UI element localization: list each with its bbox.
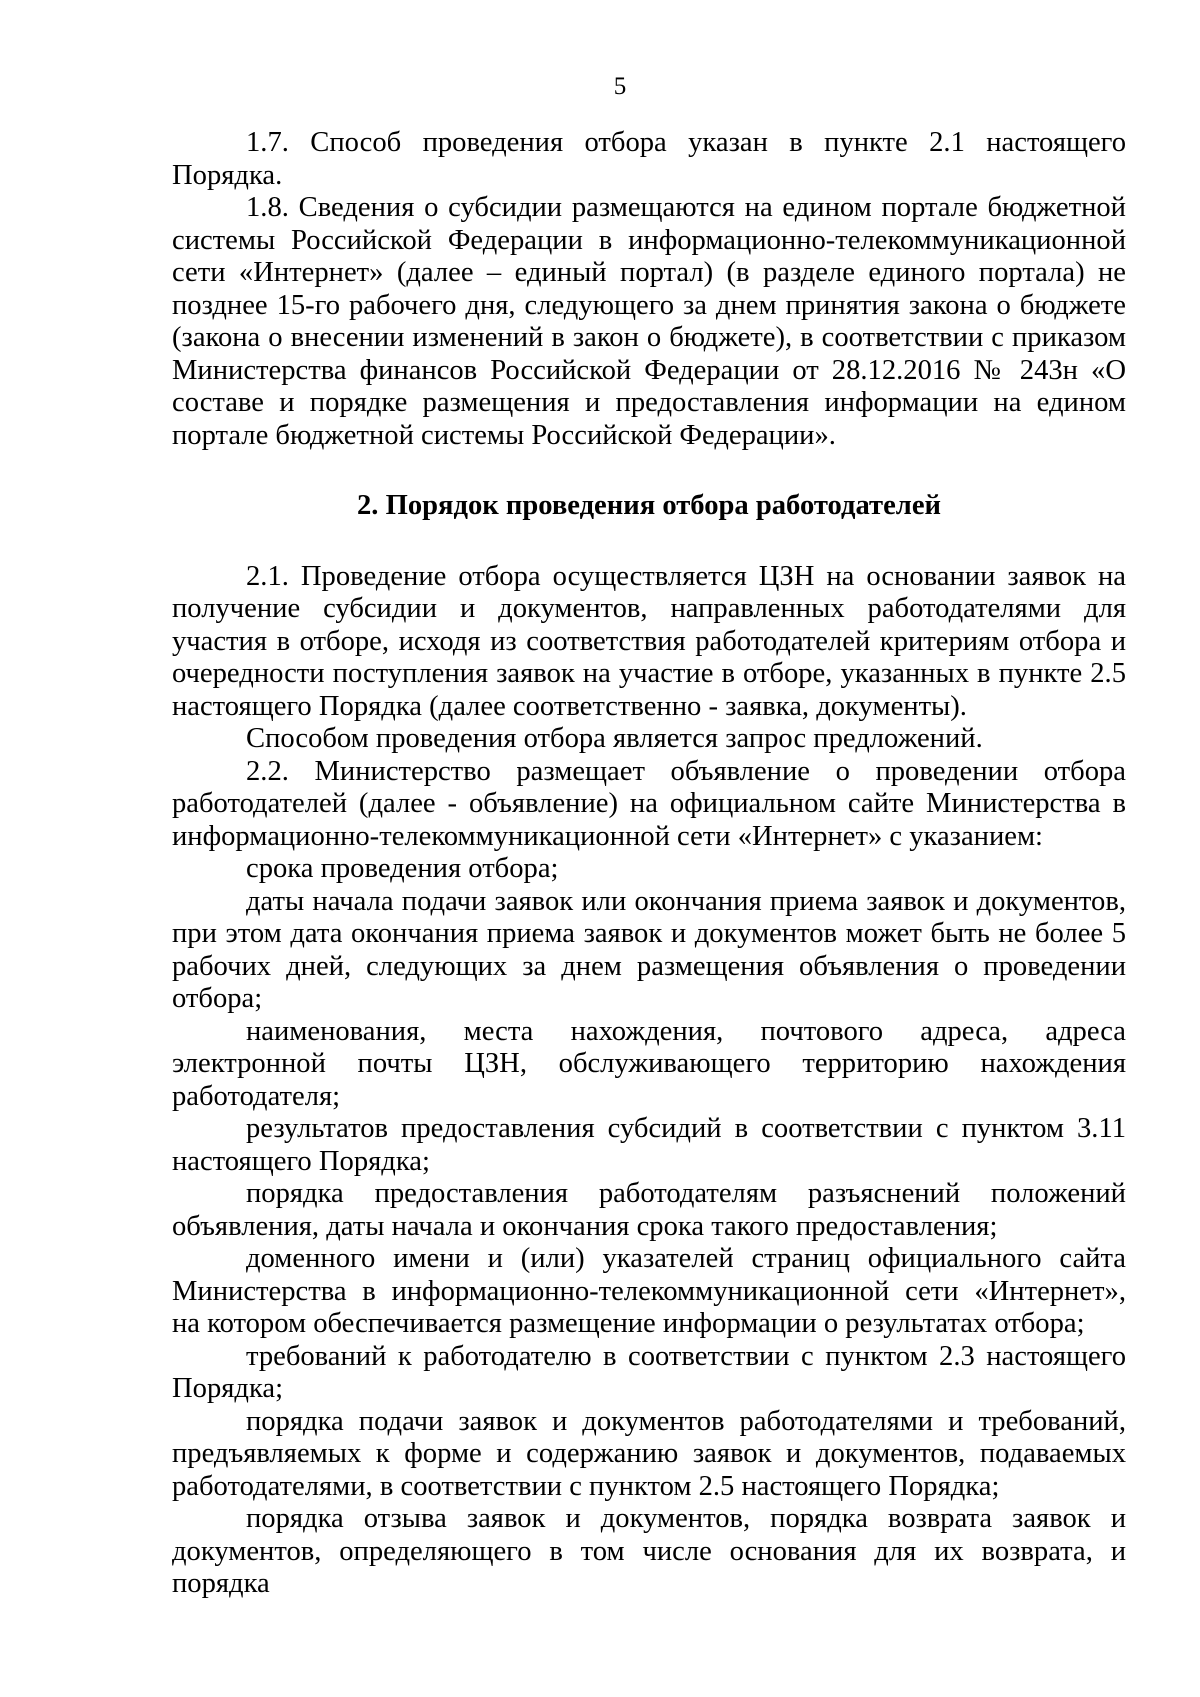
list-item: наименования, места нахождения, почтового адреса, адреса электронной почты ЦЗН, обслуживающего территорию нахождения работодателя;	[172, 1015, 1126, 1112]
paragraph-1-8: 1.8. Сведения о субсидии размещаются на едином портале бюджетной системы Российской Федерации в информационно-телекоммуникационной сети «Интернет» (далее – единый портал) (в разделе единого портала) не позднее 15-го рабочего дня, следующего за днем принятия закона о бюджете (закона о внесении изменений в закон о бюджете), в соответствии с приказом Министерства финансов Российской Федерации от 28.12.2016 № 243н «О составе и порядке размещения и предоставления информации на едином портале бюджетной системы Российской Федерации».	[172, 192, 1126, 451]
list-item: порядка предоставления работодателям разъяснений положений объявления, даты начала и окончания срока такого предоставления;	[172, 1178, 1126, 1242]
paragraph-2-2: 2.2. Министерство размещает объявление о проведении отбора работодателей (далее - объявление) на официальном сайте Министерства в информационно-телекоммуникационной сети «Интернет» с указанием:	[172, 755, 1126, 852]
list-item: доменного имени и (или) указателей страниц официального сайта Министерства в информационно-телекоммуникационной сети «Интернет», на котором обеспечивается размещение информации о результатах отбора;	[172, 1243, 1126, 1339]
list-item: результатов предоставления субсидий в соответствии с пунктом 3.11 настоящего Порядка;	[172, 1113, 1126, 1177]
page-number: 5	[613, 73, 627, 100]
list-item: срока проведения отбора;	[246, 853, 559, 884]
list-item: даты начала подачи заявок или окончания приема заявок и документов, при этом дата окончания приема заявок и документов может быть не более 5 рабочих дней, следующих за днем размещения объявления о проведении отбора;	[172, 885, 1126, 1014]
section-heading: 2. Порядок проведения отбора работодателей	[356, 490, 941, 521]
paragraph-2-1: 2.1. Проведение отбора осуществляется ЦЗН на основании заявок на получение субсидии и документов, направленных работодателями для участия в отборе, исходя из соответствия работодателей критериям отбора и очередности поступления заявок на участие в отборе, указанных в пункте 2.5 настоящего Порядка (далее соответственно - заявка, документы).	[172, 560, 1126, 722]
document-body	[172, 127, 1126, 1601]
list-item: порядка отзыва заявок и документов, порядка возврата заявок и документов, определяющего в том числе основания для их возврата, и порядка	[172, 1503, 1126, 1599]
list-item: требований к работодателю в соответствии с пунктом 2.3 настоящего Порядка;	[172, 1340, 1126, 1404]
list-item: порядка подачи заявок и документов работодателями и требований, предъявляемых к форме и содержанию заявок и документов, подаваемых работодателями, в соответствии с пунктом 2.5 настоящего Порядка;	[172, 1405, 1126, 1502]
paragraph-1-7: 1.7. Способ проведения отбора указан в пункте 2.1 настоящего Порядка.	[172, 127, 1126, 191]
paragraph-selection-method: Способом проведения отбора является запрос предложений.	[246, 723, 983, 754]
